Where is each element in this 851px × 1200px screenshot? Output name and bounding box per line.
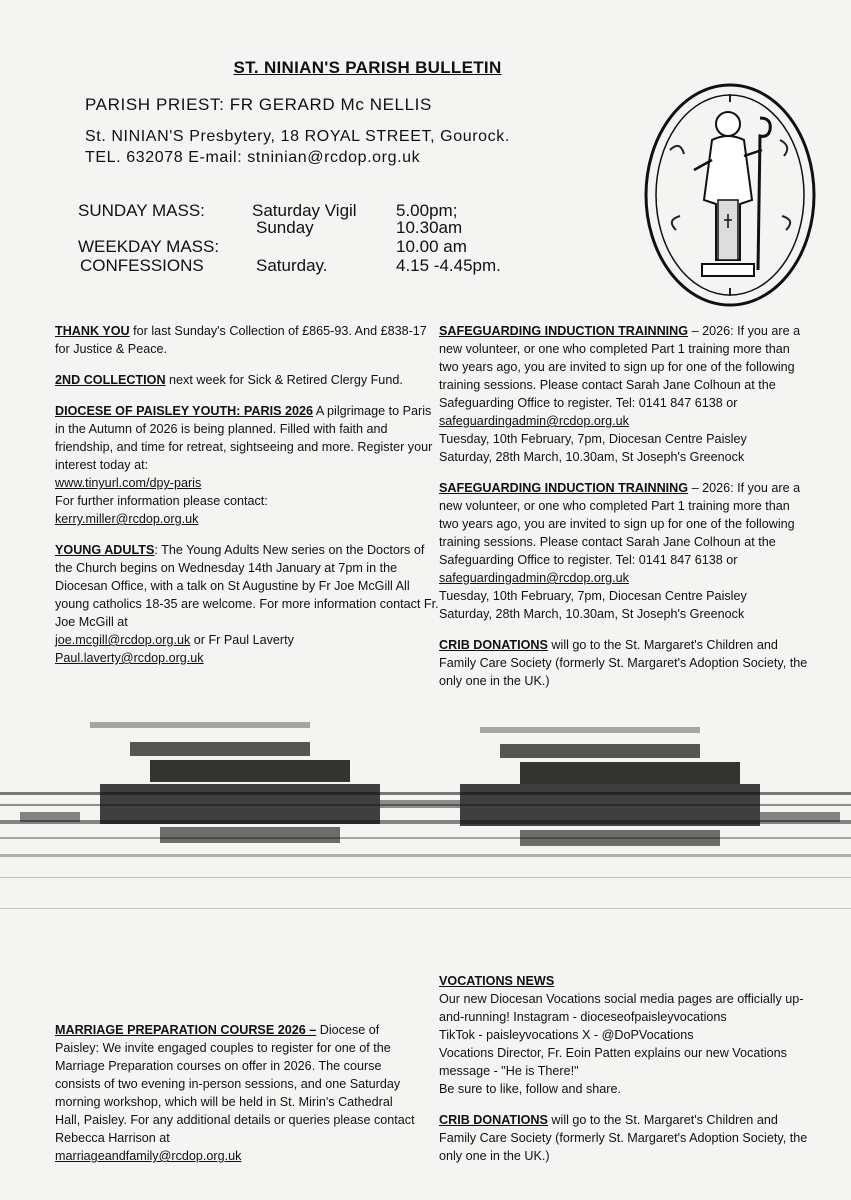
weekday-time: 10.00 am: [396, 237, 467, 256]
presbytery-address: St. NINIAN'S Presbytery, 18 ROYAL STREET, Gourock.: [85, 128, 510, 145]
safeguarding-date-2a: Tuesday, 10th February, 7pm, Diocesan Centre Paisley: [439, 589, 747, 603]
young-adults-heading: YOUNG ADULTS: [55, 543, 155, 557]
safeguarding-text-2: – 2026: If you are a new volunteer, or one who completed Part 1 training more than two years ago, you are invited to sign up for one of the following training sessions. Please contact Sarah Jane Colhoun at the Safeguarding Office to register. Tel: 0141 847 6138 or: [439, 481, 801, 567]
confessions-day: Saturday.: [256, 256, 328, 275]
safeguarding-email-2[interactable]: safeguardingadmin@rcdop.org.uk: [439, 571, 629, 585]
parish-priest: PARISH PRIEST: FR GERARD Mc NELLIS: [85, 95, 432, 114]
vocations-notice: [439, 972, 811, 1098]
crib-donations-heading-2: CRIB DONATIONS: [439, 1113, 548, 1127]
second-collection-notice: [55, 371, 440, 389]
youth-paris-text: A pilgrimage to Paris in the Autumn of 2026 is being planned. Filled with faith and friendship, and time for retreat, sightseeing and more. Register your interest today at:: [55, 404, 433, 472]
safeguarding-notice-2: [439, 479, 811, 623]
safeguarding-date-2b: Saturday, 28th March, 10.30am, St Joseph's Greenock: [439, 607, 745, 621]
crib-donations-text-2: will go to the St. Margaret's Children and Family Care Society (formerly St. Margaret's Adoption Society, the only one in the UK.): [439, 1113, 808, 1163]
marriage-prep-text: Diocese of Paisley: We invite engaged couples to register for one of the Marriage Preparation courses on offer in 2026. The course consists of two evening in-person sessions, and one Saturday morning workshop, which will be held in St. Mirin's Cathedral Hall, Paisley. For any additional details or queries please contact Rebecca Harrison at: [55, 1023, 415, 1145]
vocations-line-1: Our new Diocesan Vocations social media pages are officially up-and-running! Instagram - dioceseofpaisleyvocations: [439, 992, 804, 1024]
safeguarding-email-1[interactable]: safeguardingadmin@rcdop.org.uk: [439, 414, 629, 428]
vigil-day: Saturday Vigil: [252, 201, 357, 220]
safeguarding-text-1: – 2026: If you are a new volunteer, or one who completed Part 1 training more than two years ago, you are invited to sign up for one of the following training sessions. Please contact Sarah Jane Colhoun at the Safeguarding Office to register. Tel: 0141 847 6138 or: [439, 324, 801, 410]
sunday-day: Sunday: [256, 218, 314, 237]
young-adults-notice: [55, 541, 440, 667]
marriage-prep-heading: MARRIAGE PREPARATION COURSE 2026 –: [55, 1023, 317, 1037]
crib-donations-notice-2: [439, 1111, 811, 1165]
youth-paris-notice: [55, 402, 440, 528]
left-column-top: [55, 322, 440, 680]
vocations-line-2: TikTok - paisleyvocations X - @DoPVocations: [439, 1028, 694, 1042]
contact-line: TEL. 632078 E-mail: stninian@rcdop.org.uk: [85, 149, 421, 166]
crib-donations-heading-1: CRIB DONATIONS: [439, 638, 548, 652]
thank-you-heading: THANK YOU: [55, 324, 130, 338]
right-column-top: [439, 322, 811, 703]
second-collection-heading: 2ND COLLECTION: [55, 373, 166, 387]
marriage-prep-email[interactable]: marriageandfamily@rcdop.org.uk: [55, 1149, 242, 1163]
youth-paris-link[interactable]: www.tinyurl.com/dpy-paris: [55, 476, 202, 490]
weekday-mass-label: WEEKDAY MASS:: [78, 237, 220, 256]
confessions-label: CONFESSIONS: [80, 256, 204, 275]
safeguarding-notice-1: [439, 322, 811, 466]
vocations-line-4: Be sure to like, follow and share.: [439, 1082, 622, 1096]
safeguarding-date-1b: Saturday, 28th March, 10.30am, St Joseph's Greenock: [439, 450, 745, 464]
sunday-time: 10.30am: [396, 218, 463, 237]
marriage-prep-notice: [55, 1021, 420, 1165]
sunday-mass-label: SUNDAY MASS:: [78, 201, 205, 220]
scan-noise-band: [0, 672, 851, 942]
bulletin-title: ST. NINIAN'S PARISH BULLETIN: [233, 58, 502, 77]
young-adults-text: : The Young Adults New series on the Doctors of the Church begins on Wednesday 14th January at 7pm in the Diocesan Office, with a talk on St Augustine by Fr Joe McGill All young catholics 18-35 are welcome. For more information contact Fr. Joe McGill at: [55, 543, 439, 629]
safeguarding-heading-2: SAFEGUARDING INDUCTION TRAINNING: [439, 481, 689, 495]
vocations-heading: VOCATIONS NEWS: [439, 974, 555, 988]
safeguarding-heading-1: SAFEGUARDING INDUCTION TRAINNING: [439, 324, 689, 338]
thank-you-text: for last Sunday's Collection of £865-93. And £838-17 for Justice & Peace.: [55, 324, 427, 356]
young-adults-or: or Fr Paul Laverty: [190, 633, 294, 647]
saint-seal-image: [640, 80, 820, 310]
youth-paris-more: For further information please contact:: [55, 494, 268, 508]
safeguarding-date-1a: Tuesday, 10th February, 7pm, Diocesan Centre Paisley: [439, 432, 747, 446]
vigil-time: 5.00pm;: [396, 201, 458, 220]
youth-paris-heading: DIOCESE OF PAISLEY YOUTH: PARIS 2026: [55, 404, 314, 418]
young-adults-email-2[interactable]: Paul.laverty@rcdop.org.uk: [55, 651, 204, 665]
crib-donations-text-1: will go to the St. Margaret's Children and Family Care Society (formerly St. Margaret's Adoption Society, the only one in the UK.): [439, 638, 808, 688]
vocations-line-3: Vocations Director, Fr. Eoin Patten explains our new Vocations message - "He is There!": [439, 1046, 787, 1078]
left-column-bottom: [55, 1021, 420, 1178]
second-collection-text: next week for Sick & Retired Clergy Fund.: [165, 373, 403, 387]
youth-paris-email[interactable]: kerry.miller@rcdop.org.uk: [55, 512, 199, 526]
thank-you-notice: [55, 322, 440, 358]
young-adults-email-1[interactable]: joe.mcgill@rcdop.org.uk: [55, 633, 191, 647]
confessions-time: 4.15 -4.45pm.: [396, 256, 501, 275]
right-column-bottom: [439, 972, 811, 1178]
